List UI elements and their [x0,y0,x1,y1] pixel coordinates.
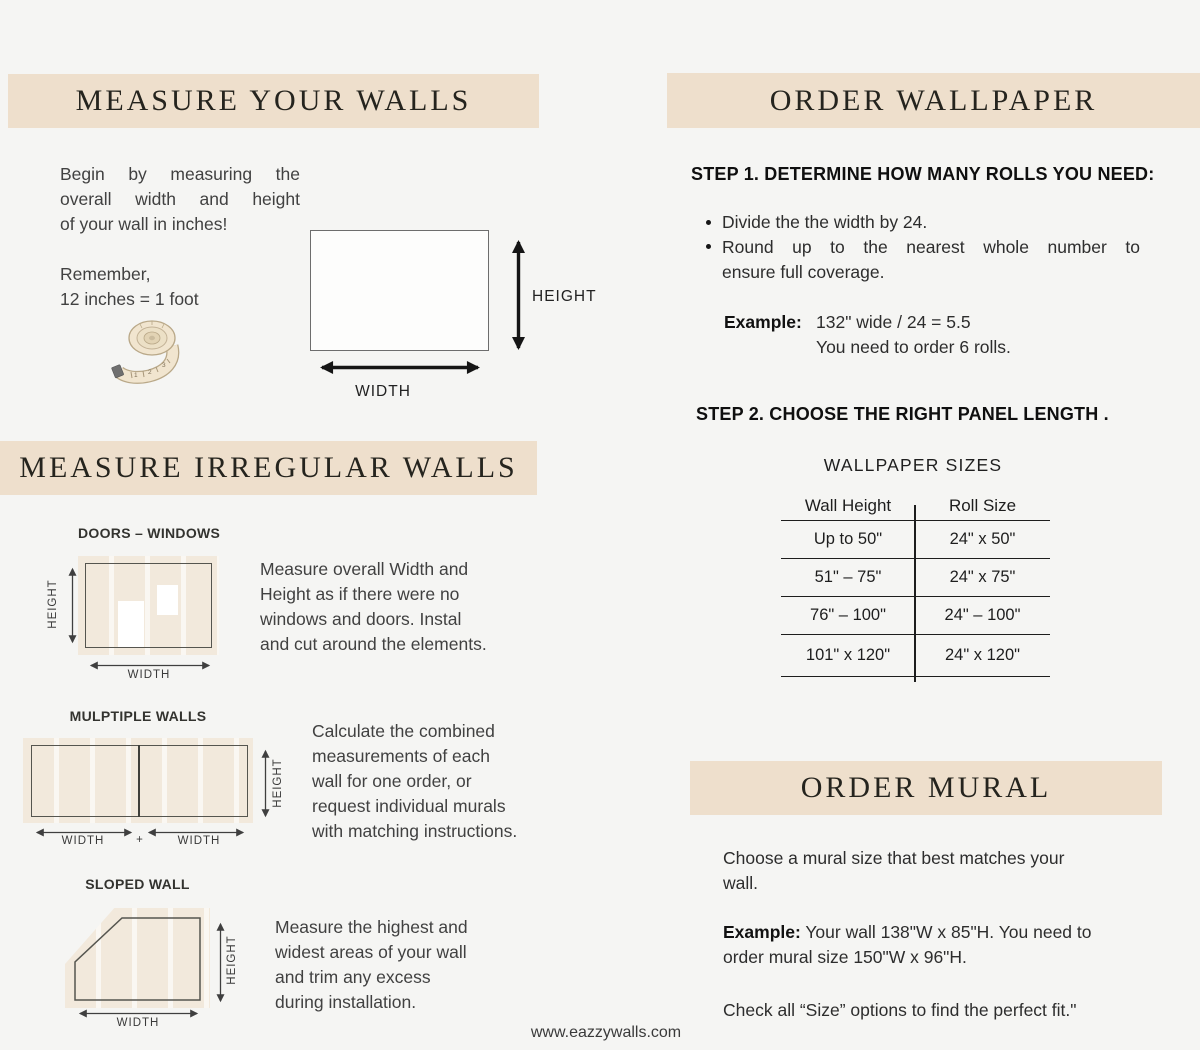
roll-size-cell: 24" x 75" [949,568,1016,586]
order-mural-band [690,761,1162,815]
section-title: ORDER MURAL [800,771,1052,804]
height-label: HEIGHT [47,579,59,629]
example-label: Example: [724,312,802,332]
text-line: windows and doors. Instal [260,609,462,629]
wall-height-cell: Up to 50" [813,530,883,548]
mural-check-text: Check all “Size” options to find the perfect fit." [723,1000,1077,1020]
mural-intro-text [723,846,1153,896]
order-wallpaper-band [667,73,1200,128]
text-line: request individual murals [312,796,506,816]
example-line: order mural size 150"W x 96"H. [723,947,967,967]
text-line: Begin by measuring the [60,164,300,184]
example-label: Example: [723,922,801,942]
doors-windows-text [260,557,512,657]
table-column-divider [914,505,916,682]
height-arrow-icon [511,229,526,361]
bullet-item-line: ensure full coverage. [722,262,885,282]
text-line: Calculate the combined [312,721,495,741]
wall-height-cell: 101" x 120" [805,646,891,664]
text-line: 12 inches = 1 foot [60,289,199,309]
intro-paragraph [60,162,300,237]
multiple-walls-label: MULPTIPLE WALLS [69,708,207,724]
section-title: ORDER WALLPAPER [769,83,1098,117]
sloped-wall-label: SLOPED WALL [85,876,190,892]
sloped-wall-outline [65,908,210,1008]
text-line: Measure the highest and [275,917,468,937]
width-label: WIDTH [177,835,221,847]
plus-sign: + [136,834,144,846]
doors-windows-label: DOORS – WINDOWS [78,525,221,541]
text-line: of your wall in inches! [60,214,228,234]
step2-heading: STEP 2. CHOOSE THE RIGHT PANEL LENGTH . [696,404,1109,424]
bullet-dot [706,244,711,249]
bullet-item-line: Round up to the nearest whole number to [722,237,1140,257]
svg-text:3: 3 [162,362,166,369]
width-label: WIDTH [61,835,105,847]
width-label: WIDTH [355,383,411,400]
roll-size-cell: 24" x 50" [949,530,1016,548]
window-shape [157,585,178,615]
width-label: WIDTH [127,669,171,681]
height-arrow-icon [215,917,226,1008]
wall-height-cell: 76" – 100" [810,606,886,624]
wallpaper-sizes-title: WALLPAPER SIZES [823,455,1003,475]
text-line: widest areas of your wall [275,942,467,962]
step1-example [724,310,1144,360]
text-line: wall for one order, or [312,771,472,791]
example-line [723,920,1153,945]
measure-your-walls-band [8,74,539,128]
wall-diagram-rect [310,230,489,351]
bullet-dot [706,220,711,225]
example-value: Your wall 138"W x 85"H. You need to [805,922,1092,942]
height-label: HEIGHT [226,935,238,985]
width-label: WIDTH [116,1017,160,1029]
bullet-item: Divide the the width by 24. [722,212,928,232]
text-line: Choose a mural size that best matches your [723,848,1065,868]
tape-measure-icon [110,314,204,392]
text-line: measurements of each [312,746,491,766]
text-line: and trim any excess [275,967,431,987]
column-header: Wall Height [804,496,892,515]
wall-divider-line [138,745,140,817]
door-shape [118,601,144,647]
wallpaper-sizes-table [781,492,1050,677]
text-line: Height as if there were no [260,584,460,604]
height-label: HEIGHT [272,758,284,808]
mural-example [723,920,1153,970]
sloped-wall-text [275,915,525,1015]
doors-windows-outline [85,563,212,648]
height-label: HEIGHT [532,288,597,305]
height-arrow-icon [260,744,271,823]
multiple-walls-text [312,719,562,844]
text-line: during installation. [275,992,417,1012]
text-line: and cut around the elements. [260,634,487,654]
section-title: MEASURE IRREGULAR WALLS [19,451,518,484]
example-value: 132" wide / 24 = 5.5 [816,312,971,332]
text-line: with matching instructions. [312,821,518,841]
example-line [724,310,1144,335]
roll-size-cell: 24" – 100" [944,606,1021,624]
wall-height-cell: 51" – 75" [814,568,882,586]
text-line: wall. [723,873,759,893]
section-title: MEASURE YOUR WALLS [75,84,472,117]
remember-paragraph [60,262,300,312]
text-line: Measure overall Width and [260,559,469,579]
text-line: overall width and height [60,189,300,209]
roll-size-cell: 24" x 120" [944,646,1020,664]
column-header: Roll Size [948,496,1017,515]
text-line: Remember, [60,264,151,284]
website-url: www.eazzywalls.com [530,1024,682,1041]
measure-irregular-walls-band [0,441,537,495]
width-arrow-icon [309,360,491,375]
height-arrow-icon [67,561,78,650]
step1-heading: STEP 1. DETERMINE HOW MANY ROLLS YOU NEED: [691,164,1155,184]
example-line: You need to order 6 rolls. [816,337,1011,357]
svg-text:1: 1 [134,372,138,379]
svg-text:2: 2 [148,369,152,376]
step1-bullets [722,210,1140,285]
